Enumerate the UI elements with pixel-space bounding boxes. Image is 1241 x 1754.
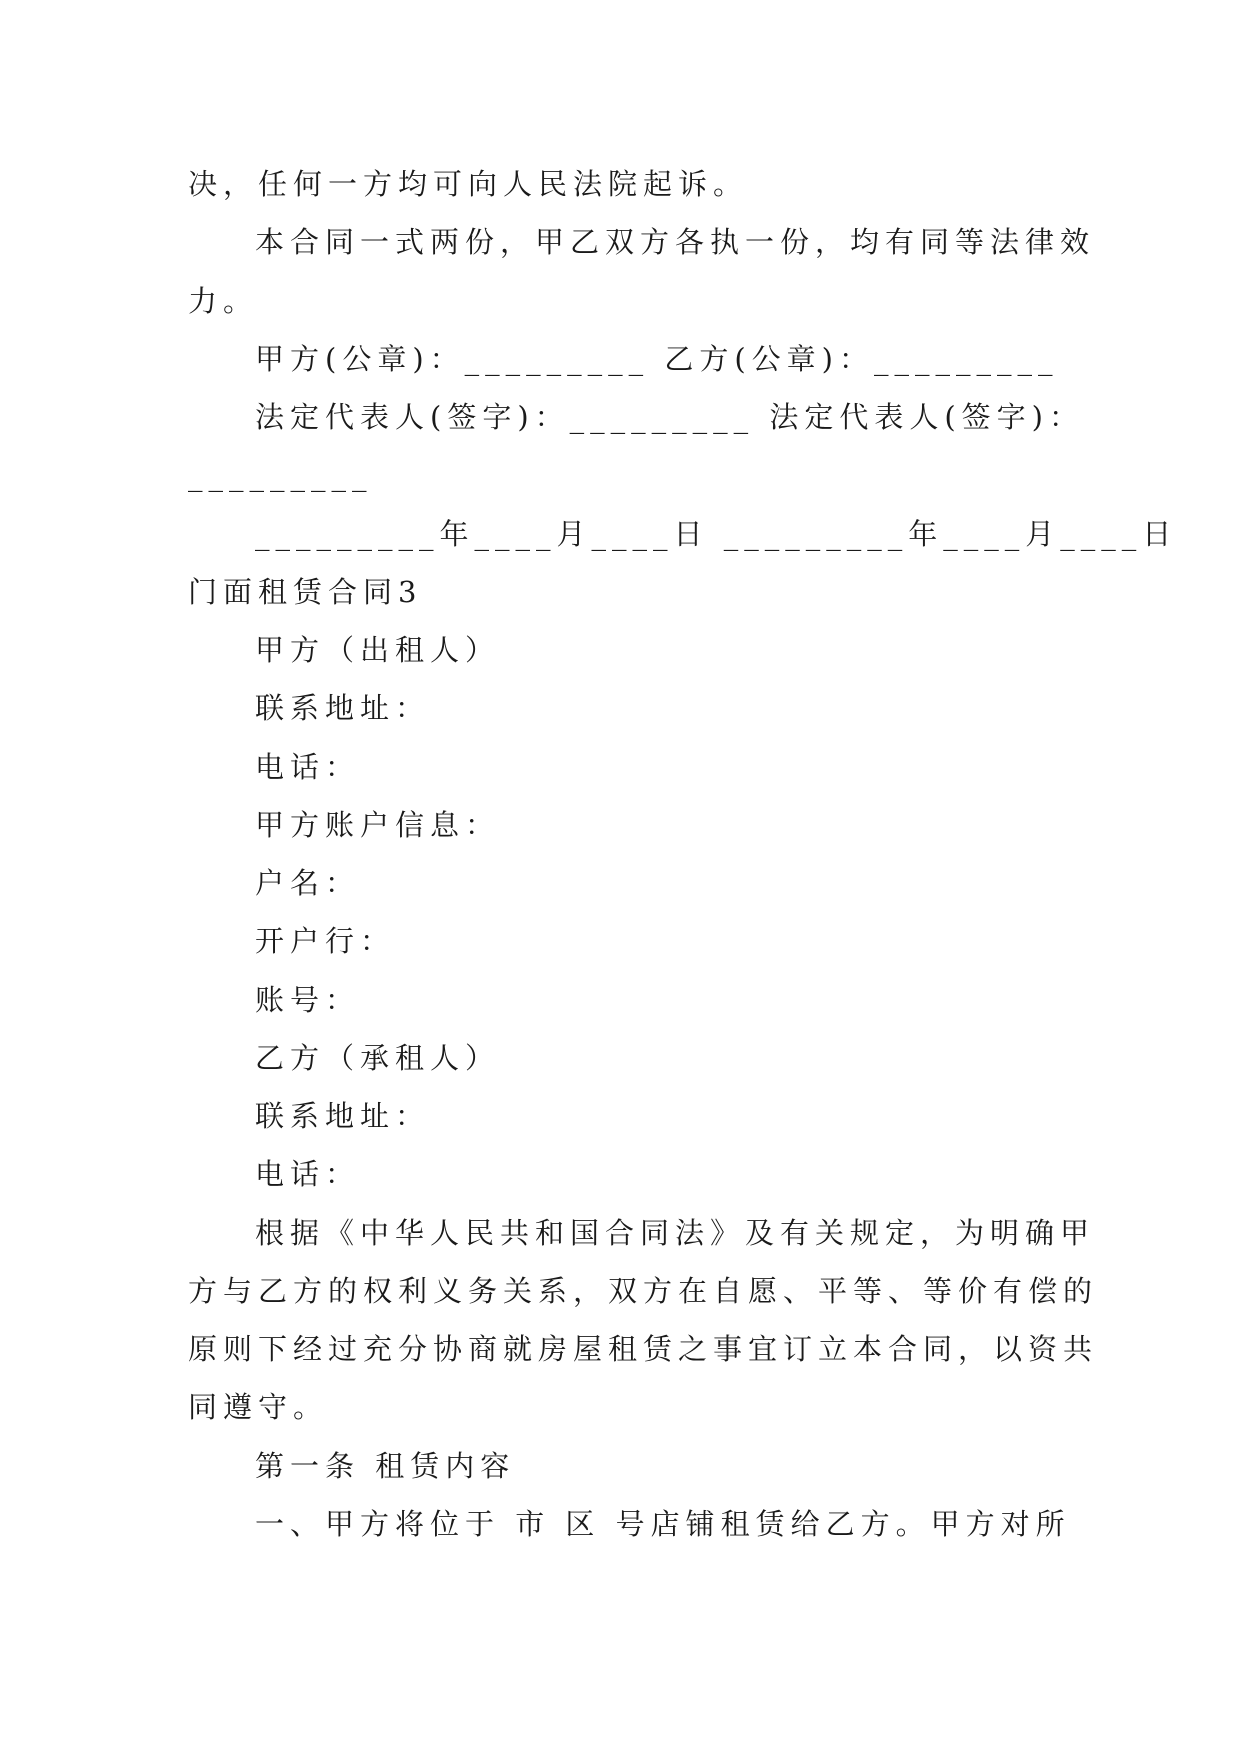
text-line: 一、甲方将位于 市 区 号店铺租赁给乙方。甲方对所 bbox=[255, 1507, 1071, 1541]
signature-blank: _________ bbox=[188, 458, 373, 492]
section-title: 门面租赁合同3 bbox=[188, 575, 423, 609]
text-line: 力。 bbox=[188, 284, 259, 318]
text-line: 同遵守。 bbox=[188, 1390, 329, 1424]
text-line: 甲方账户信息： bbox=[255, 808, 501, 842]
date-line: _________年____月____日 _________年____月____日 bbox=[255, 517, 1178, 551]
text-line: 联系地址： bbox=[255, 691, 431, 725]
signature-line-seal: 甲方(公章)：_________ 乙方(公章)：_________ bbox=[255, 342, 1059, 376]
signature-line-representative: 法定代表人(签字)：_________ 法定代表人(签字)： bbox=[255, 400, 1084, 434]
text-line: 电话： bbox=[255, 750, 361, 784]
text-line: 方与乙方的权利义务关系，双方在自愿、平等、等价有偿的 bbox=[188, 1274, 1099, 1308]
text-line: 根据《中华人民共和国合同法》及有关规定，为明确甲 bbox=[255, 1216, 1096, 1250]
text-line: 户名： bbox=[255, 866, 361, 900]
text-line: 乙方（承租人） bbox=[255, 1041, 501, 1075]
text-line: 本合同一式两份，甲乙双方各执一份，均有同等法律效 bbox=[255, 225, 1096, 259]
text-line: 甲方（出租人） bbox=[255, 633, 501, 667]
text-line: 账号： bbox=[255, 983, 361, 1017]
article-heading: 第一条 租赁内容 bbox=[255, 1449, 516, 1483]
text-line: 联系地址： bbox=[255, 1099, 431, 1133]
text-line: 决，任何一方均可向人民法院起诉。 bbox=[188, 167, 749, 201]
text-line: 开户行： bbox=[255, 924, 396, 958]
text-line: 电话： bbox=[255, 1157, 361, 1191]
text-line: 原则下经过充分协商就房屋租赁之事宜订立本合同，以资共 bbox=[188, 1332, 1099, 1366]
